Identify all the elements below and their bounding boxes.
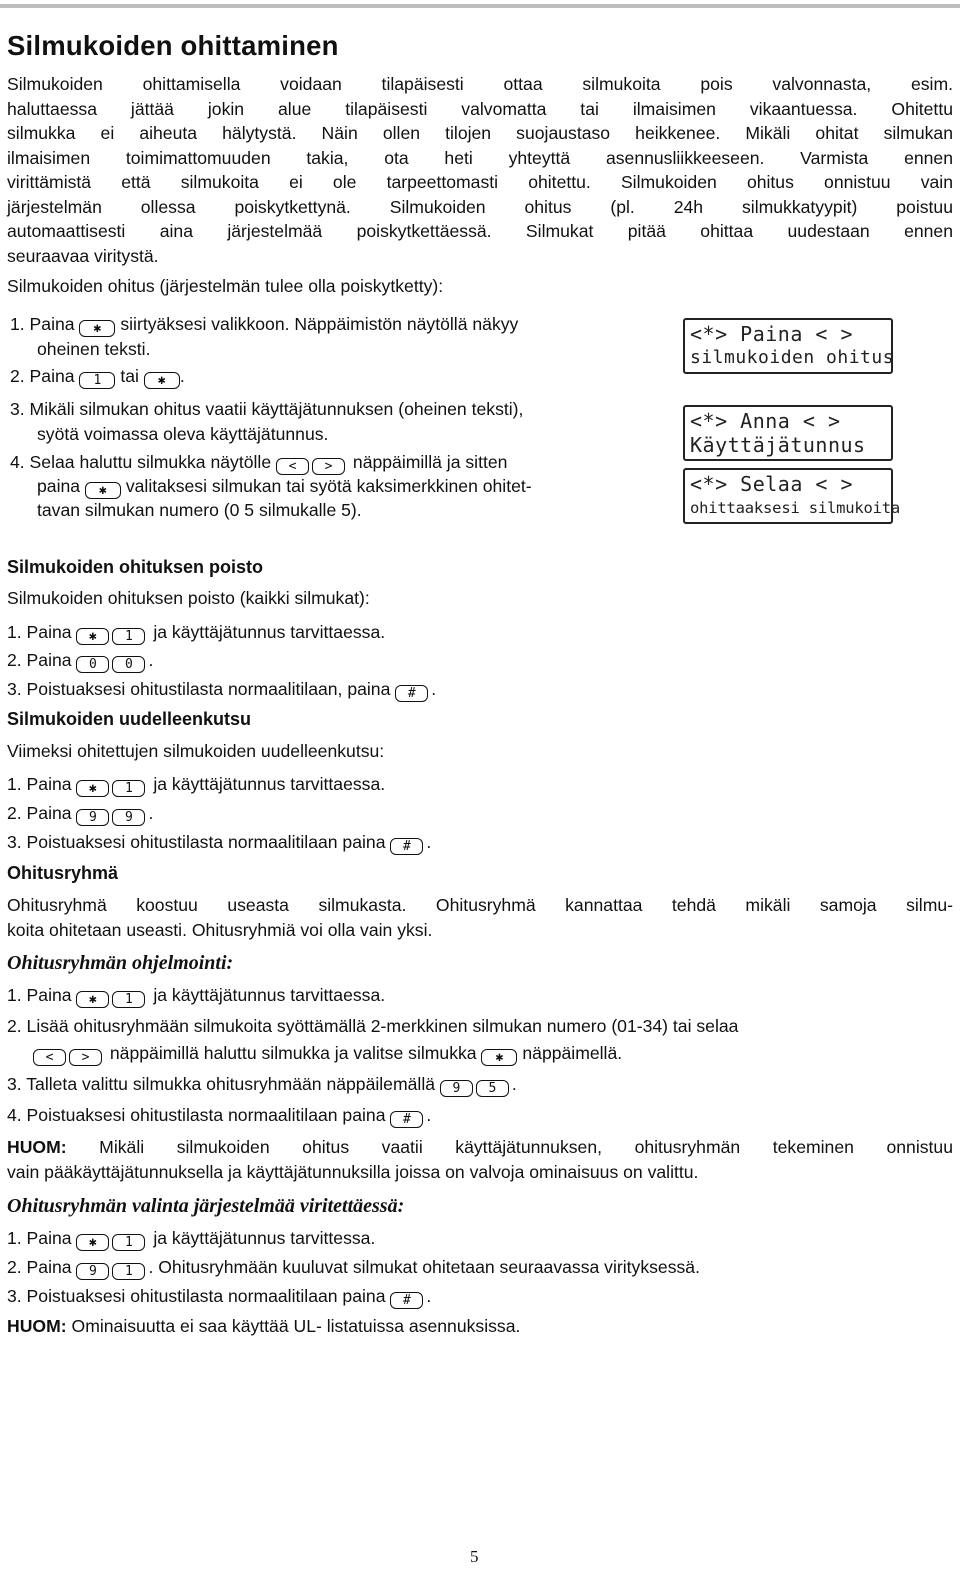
zero-key: 0 — [112, 656, 145, 673]
group-paragraph — [7, 893, 953, 942]
arming-note: HUOM: Ominaisuutta ei saa käyttää UL- listatuissa asennuksissa. — [7, 1316, 521, 1336]
intro-line: ilmaisimen toimimattomuuden takia, ota heti yhteyttä asennusliikkeeseen. Varmista ennen — [7, 147, 953, 168]
bypass-step-3: 3. Mikäli silmukan ohitus vaatii käyttäjätunnuksen (oheinen teksti), — [10, 399, 524, 419]
intro-line: haluttaessa jättää jokin alue tilapäisesti valvomatta tai ilmaisimen vikaantuessa. Ohitettu — [7, 98, 953, 119]
note-line: vain pääkäyttäjätunnuksella ja käyttäjätunnuksilla joissa on valvoja ominaisuus on valittu. — [7, 1161, 699, 1182]
removal-step-3: 3. Poistuaksesi ohitustilasta normaalitilaan, paina # . — [7, 679, 437, 701]
intro-line: virittämistä että silmukoita ei ole tarpeettomasti ohitettu. Silmukoiden ohitus onnistuu vain — [7, 172, 953, 192]
recall-step-1: 1. Paina ✱ 1 ja käyttäjätunnus tarvittaessa. — [7, 774, 386, 796]
hash-key: # — [390, 838, 423, 855]
recall-step-3: 3. Poistuaksesi ohitustilasta normaalitilaan paina # . — [7, 832, 432, 854]
left-key: < — [276, 458, 309, 475]
lcd-display-bypass — [683, 318, 893, 374]
intro-line: Silmukoiden ohittamisella voidaan tilapäisesti ottaa silmukoita pois valvonnasta, esim. — [7, 74, 953, 94]
star-key: ✱ — [76, 780, 109, 797]
recall-heading: Silmukoiden uudelleenkutsu — [7, 709, 252, 729]
star-key: ✱ — [76, 628, 109, 645]
star-key: ✱ — [481, 1049, 517, 1066]
star-key: ✱ — [85, 482, 121, 499]
programming-step-1: 1. Paina ✱ 1 ja käyttäjätunnus tarvittaessa. — [7, 985, 386, 1007]
intro-line: seuraavaa viritystä. — [7, 245, 159, 266]
one-key: 1 — [112, 1234, 145, 1251]
one-key: 1 — [112, 991, 145, 1008]
programming-step-2-cont: < > näppäimillä haluttu silmukka ja valitse silmukka ✱ näppäimellä. — [33, 1043, 622, 1066]
removal-intro: Silmukoiden ohituksen poisto (kaikki silmukat): — [7, 588, 370, 608]
hash-key: # — [390, 1292, 423, 1309]
arming-step-3: 3. Poistuaksesi ohitustilasta normaalitilaan paina # . — [7, 1286, 432, 1308]
note-label: HUOM: — [7, 1316, 67, 1336]
removal-heading: Silmukoiden ohituksen poisto — [7, 557, 264, 577]
group-heading: Ohitusryhmä — [7, 863, 119, 883]
bypass-step-4: 4. Selaa haluttu silmukka näytölle < > näppäimillä ja sitten — [10, 452, 508, 474]
right-key: > — [69, 1049, 102, 1066]
intro-line: automaattisesti aina järjestelmää poiskytkettäessä. Silmukat pitää ohittaa uudestaan ennen — [7, 221, 953, 241]
note-label: HUOM: — [7, 1137, 67, 1157]
star-key: ✱ — [144, 372, 180, 389]
note-line: HUOM: Mikäli silmukoiden ohitus vaatii käyttäjätunnuksen, ohitusryhmän tekeminen onnistuu — [7, 1137, 953, 1157]
left-key: < — [33, 1049, 66, 1066]
intro-paragraph — [7, 72, 953, 268]
arming-step-2: 2. Paina 9 1 . Ohitusryhmään kuuluvat silmukat ohitetaan seuraavassa virityksessä. — [7, 1257, 700, 1279]
removal-step-2: 2. Paina 0 0 . — [7, 650, 154, 672]
star-key: ✱ — [76, 1234, 109, 1251]
lcd-line: Käyttäjätunnus — [690, 433, 866, 457]
programming-step-2: 2. Lisää ohitusryhmään silmukoita syöttämällä 2-merkkinen silmukan numero (01-34) tai selaa — [7, 1016, 739, 1036]
one-key: 1 — [112, 628, 145, 645]
lcd-line: silmukoiden ohitus — [690, 347, 895, 368]
bypass-step-2: 2. Paina 1 tai ✱ . — [10, 366, 185, 388]
lcd-line: <*> Selaa < > — [690, 472, 854, 496]
nine-key: 9 — [112, 809, 145, 826]
lcd-display-code — [683, 405, 893, 461]
page-title: Silmukoiden ohittaminen — [7, 30, 339, 61]
nine-key: 9 — [440, 1080, 473, 1097]
recall-intro: Viimeksi ohitettujen silmukoiden uudelleenkutsu: — [7, 741, 385, 761]
bypass-intro: Silmukoiden ohitus (järjestelmän tulee olla poiskytketty): — [7, 276, 444, 296]
bypass-step-4-cont: paina ✱ valitaksesi silmukan tai syötä kaksimerkkinen ohitet- — [37, 476, 532, 498]
page-number: 5 — [470, 1547, 479, 1566]
group-line: Ohitusryhmä koostuu useasta silmukasta. Ohitusryhmä kannattaa tehdä mikäli samoja silmu- — [7, 895, 953, 915]
bypass-step-4-cont2: tavan silmukan numero (0 5 silmukalle 5). — [37, 500, 362, 520]
hash-key: # — [390, 1111, 423, 1128]
lcd-line: ohittaaksesi silmukoita — [690, 499, 901, 517]
star-key: ✱ — [79, 320, 115, 337]
lcd-display-scroll — [683, 468, 901, 524]
lcd-line: <*> Anna < > — [690, 409, 841, 433]
nine-key: 9 — [76, 1263, 109, 1280]
bypass-step-1-cont: oheinen teksti. — [37, 339, 151, 359]
programming-heading: Ohitusryhmän ohjelmointi: — [7, 952, 234, 974]
star-key: ✱ — [76, 991, 109, 1008]
intro-line: silmukka ei aiheuta hälytystä. Näin ollen tilojen suojaustaso heikkenee. Mikäli ohitat silmukan — [7, 123, 953, 143]
one-key: 1 — [112, 780, 145, 797]
bypass-step-1: 1. Paina ✱ siirtyäksesi valikkoon. Näppäimistön näytöllä näkyy — [10, 314, 519, 336]
intro-line: järjestelmän ollessa poiskytkettynä. Silmukoiden ohitus (pl. 24h silmukkatyypit) poistuu — [7, 196, 953, 217]
programming-step-3: 3. Talleta valittu silmukka ohitusryhmään näppäilemällä 9 5 . — [7, 1074, 517, 1096]
programming-note — [7, 1135, 953, 1184]
one-key: 1 — [112, 1263, 145, 1280]
recall-step-2: 2. Paina 9 9 . — [7, 803, 154, 825]
five-key: 5 — [476, 1080, 509, 1097]
one-key: 1 — [79, 372, 115, 389]
arming-step-1: 1. Paina ✱ 1 ja käyttäjätunnus tarvittessa. — [7, 1228, 376, 1250]
lcd-line: <*> Paina < > — [690, 322, 854, 346]
arming-heading: Ohitusryhmän valinta järjestelmää viritettäessä: — [7, 1195, 405, 1217]
bypass-step-3-cont: syötä voimassa oleva käyttäjätunnus. — [37, 424, 329, 444]
group-line: koita ohitetaan useasti. Ohitusryhmiä voi olla vain yksi. — [7, 919, 433, 940]
programming-step-4: 4. Poistuaksesi ohitustilasta normaalitilaan paina # . — [7, 1105, 432, 1127]
removal-step-1: 1. Paina ✱ 1 ja käyttäjätunnus tarvittaessa. — [7, 622, 386, 644]
nine-key: 9 — [76, 809, 109, 826]
right-key: > — [312, 458, 345, 475]
zero-key: 0 — [76, 656, 109, 673]
hash-key: # — [395, 685, 428, 702]
top-rule — [0, 4, 960, 8]
